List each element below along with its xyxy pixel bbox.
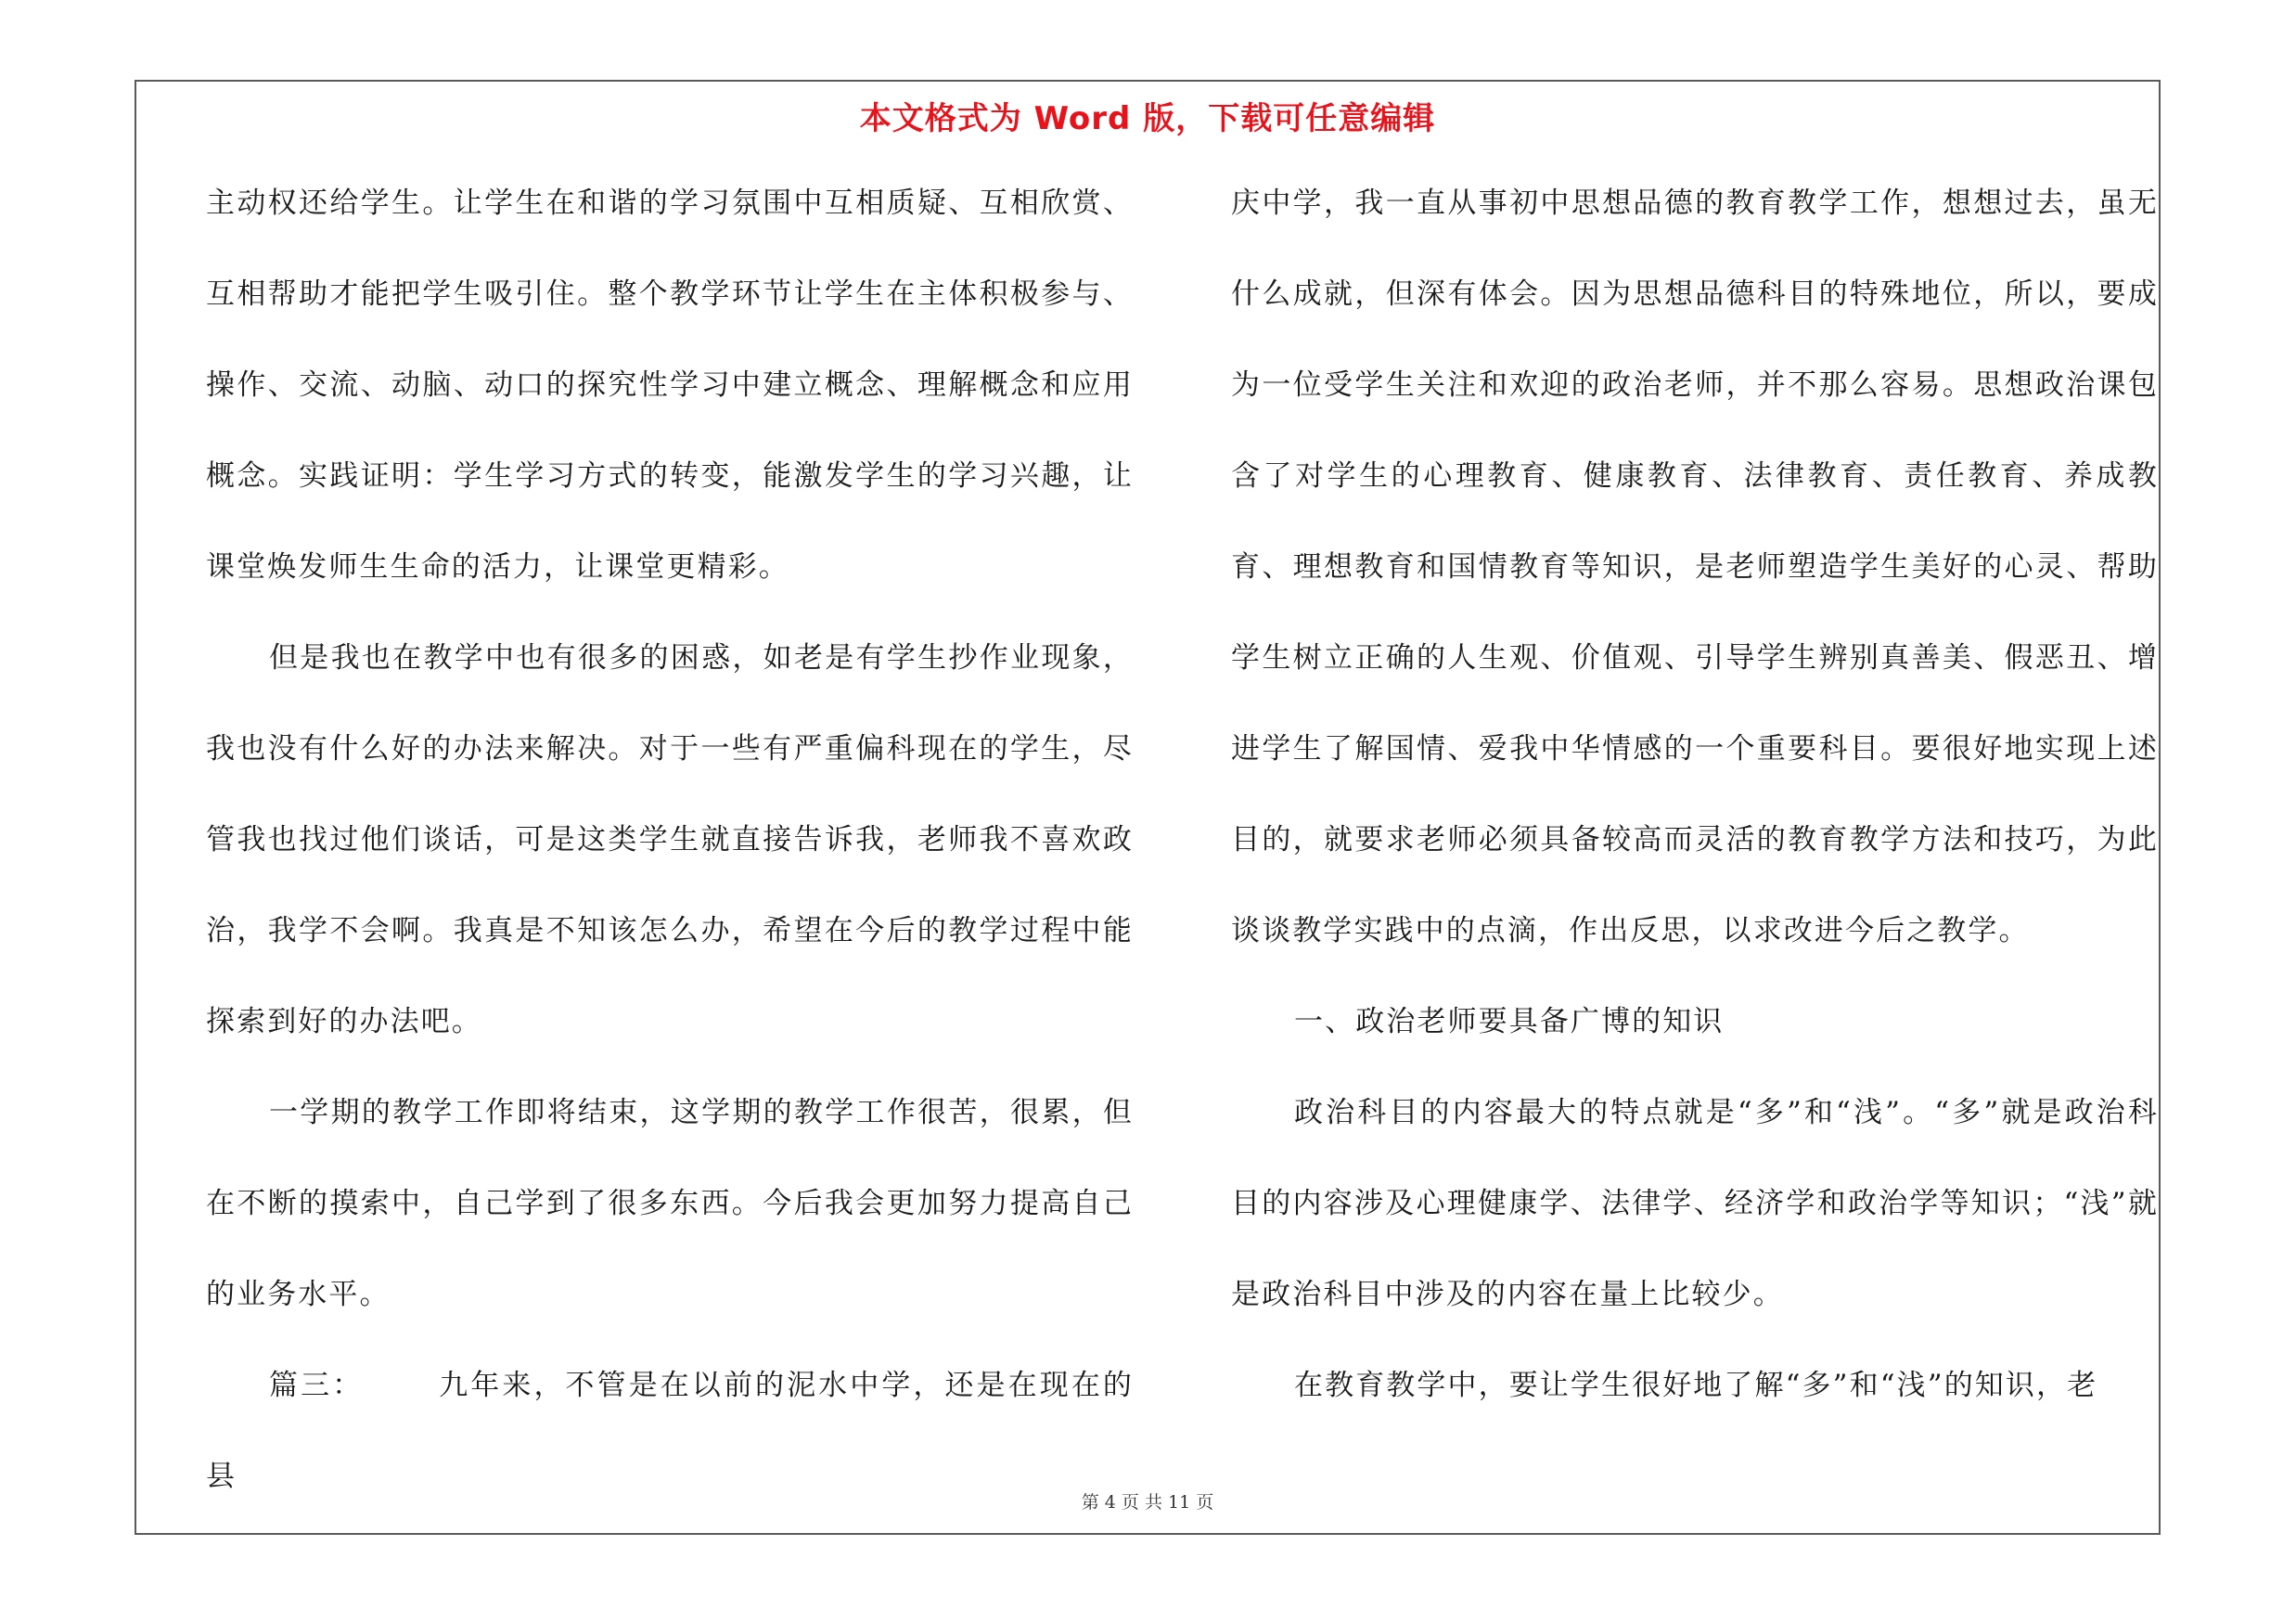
paragraph: 一学期的教学工作即将结束，这学期的教学工作很苦，很累，但在不断的摸索中，自己学到了很多东西。今后我会更加努力提高自己的业务水平。 — [206, 1096, 1134, 1311]
format-notice-banner: 本文格式为 Word 版，下载可任意编辑 — [859, 100, 1436, 137]
section-label: 篇三： — [269, 1369, 365, 1402]
paragraph-text: 九年来，不管是在以前的泥水中学，还是在现在的县 — [206, 1369, 1134, 1493]
page-frame — [135, 80, 2161, 1535]
paragraph: 主动权还给学生。让学生在和谐的学习氛围中互相质疑、互相欣赏、互相帮助才能把学生吸引住。整个教学环节让学生在主体积极参与、操作、交流、动脑、动口的探究性学习中建立概念、理解概念和应用概念。实践证明：学生学习方式的转变，能激发学生的学习兴趣，让课堂焕发师生生命的活力，让课堂更精彩。 — [206, 187, 1134, 584]
paragraph: 在教育教学中，要让学生很好地了解“多”和“浅”的知识，老 — [1294, 1369, 2098, 1402]
paragraph: 但是我也在教学中也有很多的困惑，如老是有学生抄作业现象，我也没有什么好的办法来解决。对于一些有严重偏科现在的学生，尽管我也找过他们谈话，可是这类学生就直接告诉我，老师我不喜欢政治，我学不会啊。我真是不知该怎么办，希望在今后的教学过程中能探索到好的办法吧。 — [206, 641, 1134, 1038]
left-column — [206, 158, 1134, 1522]
right-column — [1231, 158, 2159, 1431]
section-heading: 一、政治老师要具备广博的知识 — [1294, 1005, 1725, 1038]
paragraph: 庆中学，我一直从事初中思想品德的教育教学工作，想想过去，虽无什么成就，但深有体会。因为思想品德科目的特殊地位，所以，要成为一位受学生关注和欢迎的政治老师，并不那么容易。思想政治课包含了对学生的心理教育、健康教育、法律教育、责任教育、养成教育、理想教育和国情教育等知识，是老师塑造学生美好的心灵、帮助学生树立正确的人生观、价值观、引导学生辨别真善美、假恶丑、增进学生了解国情、爱我中华情感的一个重要科目。要很好地实现上述目的，就要求老师必须具备较高而灵活的教育教学方法和技巧，为此谈谈教学实践中的点滴，作出反思，以求改进今后之教学。 — [1231, 187, 2159, 947]
paragraph: 政治科目的内容最大的特点就是“多”和“浅”。“多”就是政治科目的内容涉及心理健康学、法律学、经济学和政治学等知识；“浅”就是政治科目中涉及的内容在量上比较少。 — [1231, 1096, 2159, 1311]
page-number-footer: 第 4 页 共 11 页 — [1081, 1492, 1214, 1513]
